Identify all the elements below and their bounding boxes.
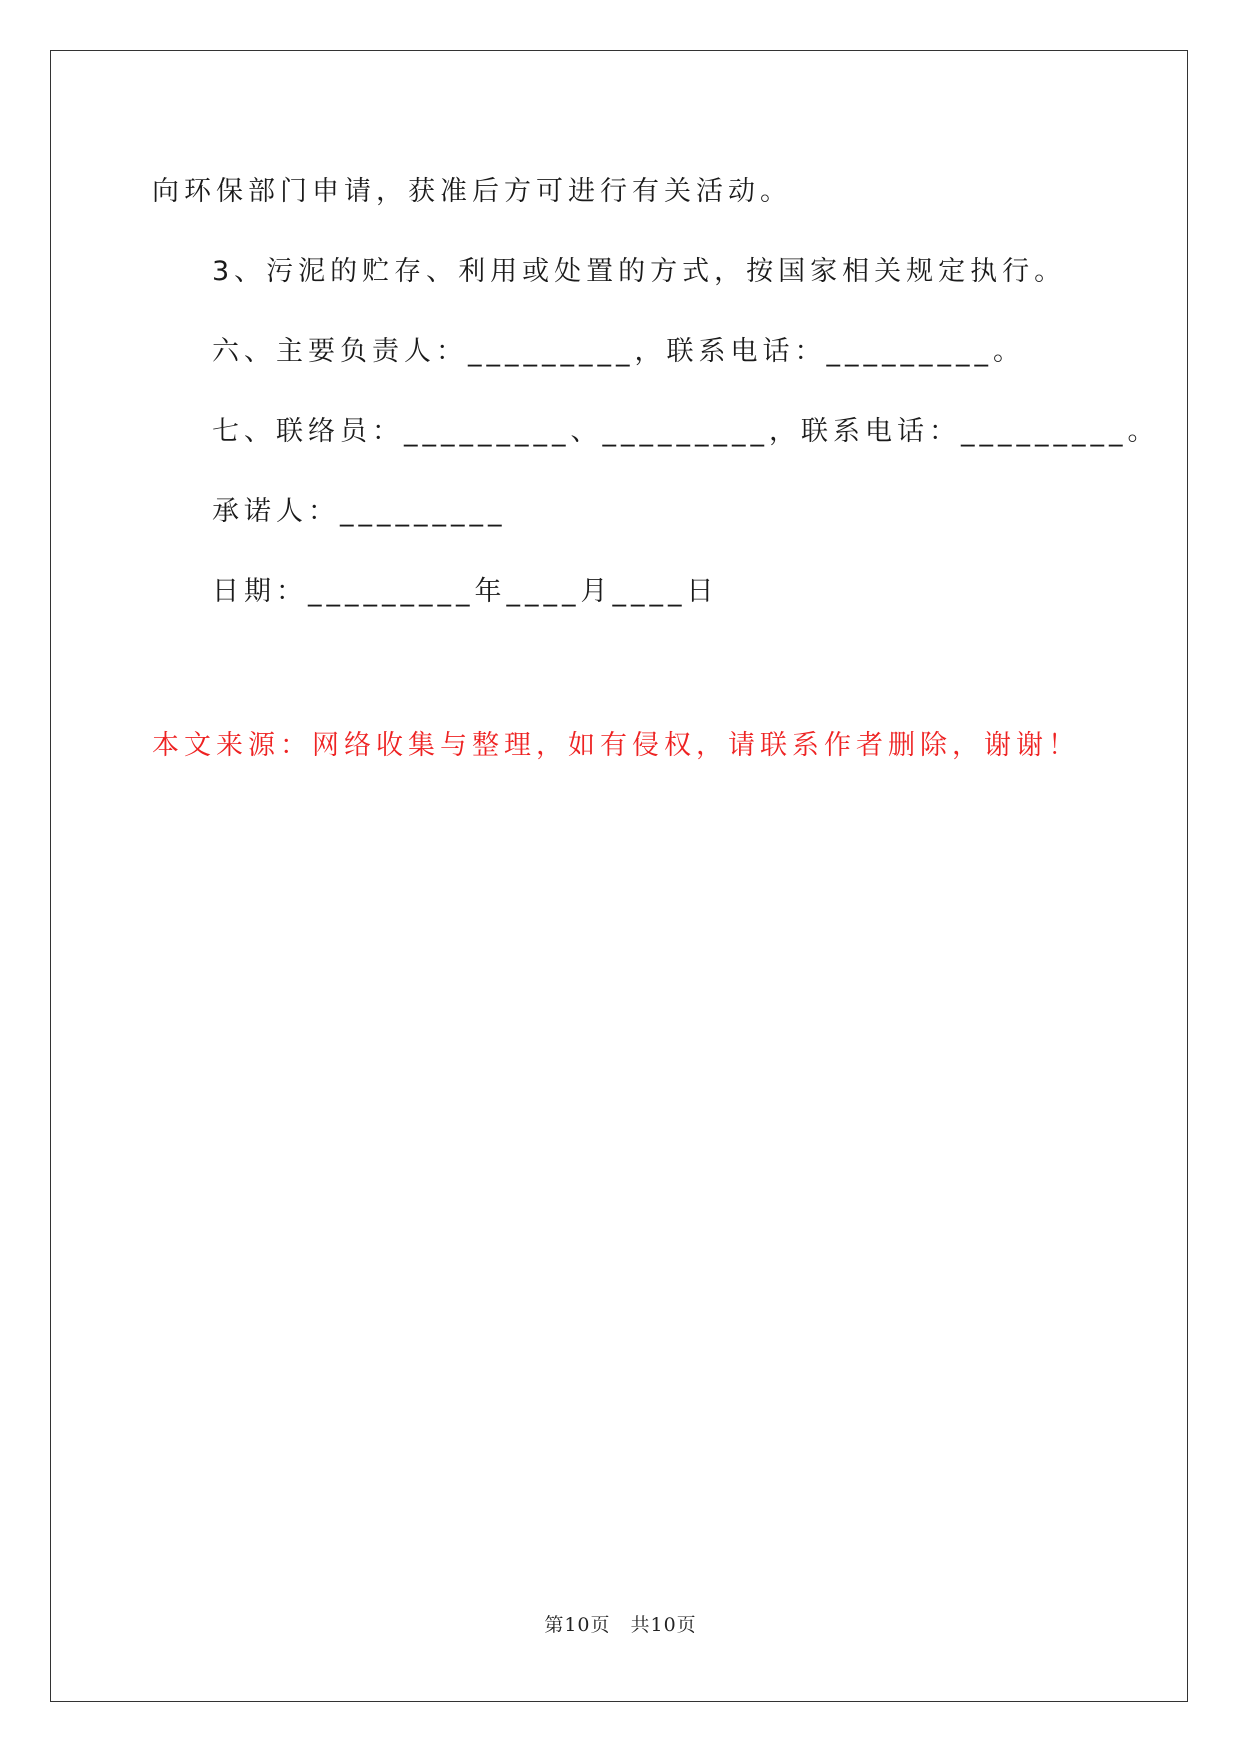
responsible-person-line: 六、主要负责人：_________，联系电话：_________。 — [212, 336, 1025, 367]
paragraph-line: 向环保部门申请，获准后方可进行有关活动。 — [152, 176, 792, 207]
page-footer — [0, 1610, 1241, 1637]
page-frame — [50, 50, 1188, 1702]
date-line: 日期：_________年____月____日 — [212, 576, 719, 607]
source-note: 本文来源：网络收集与整理，如有侵权，请联系作者删除，谢谢！ — [152, 730, 1080, 761]
liaison-line: 七、联络员：_________、_________，联系电话：_________。 — [212, 416, 1160, 447]
promisor-line: 承诺人：_________ — [212, 496, 507, 527]
paragraph-line: 3、污泥的贮存、利用或处置的方式，按国家相关规定执行。 — [212, 256, 1067, 287]
total-pages-label: 共10页 — [630, 1614, 697, 1636]
current-page-label: 第10页 — [544, 1614, 611, 1636]
